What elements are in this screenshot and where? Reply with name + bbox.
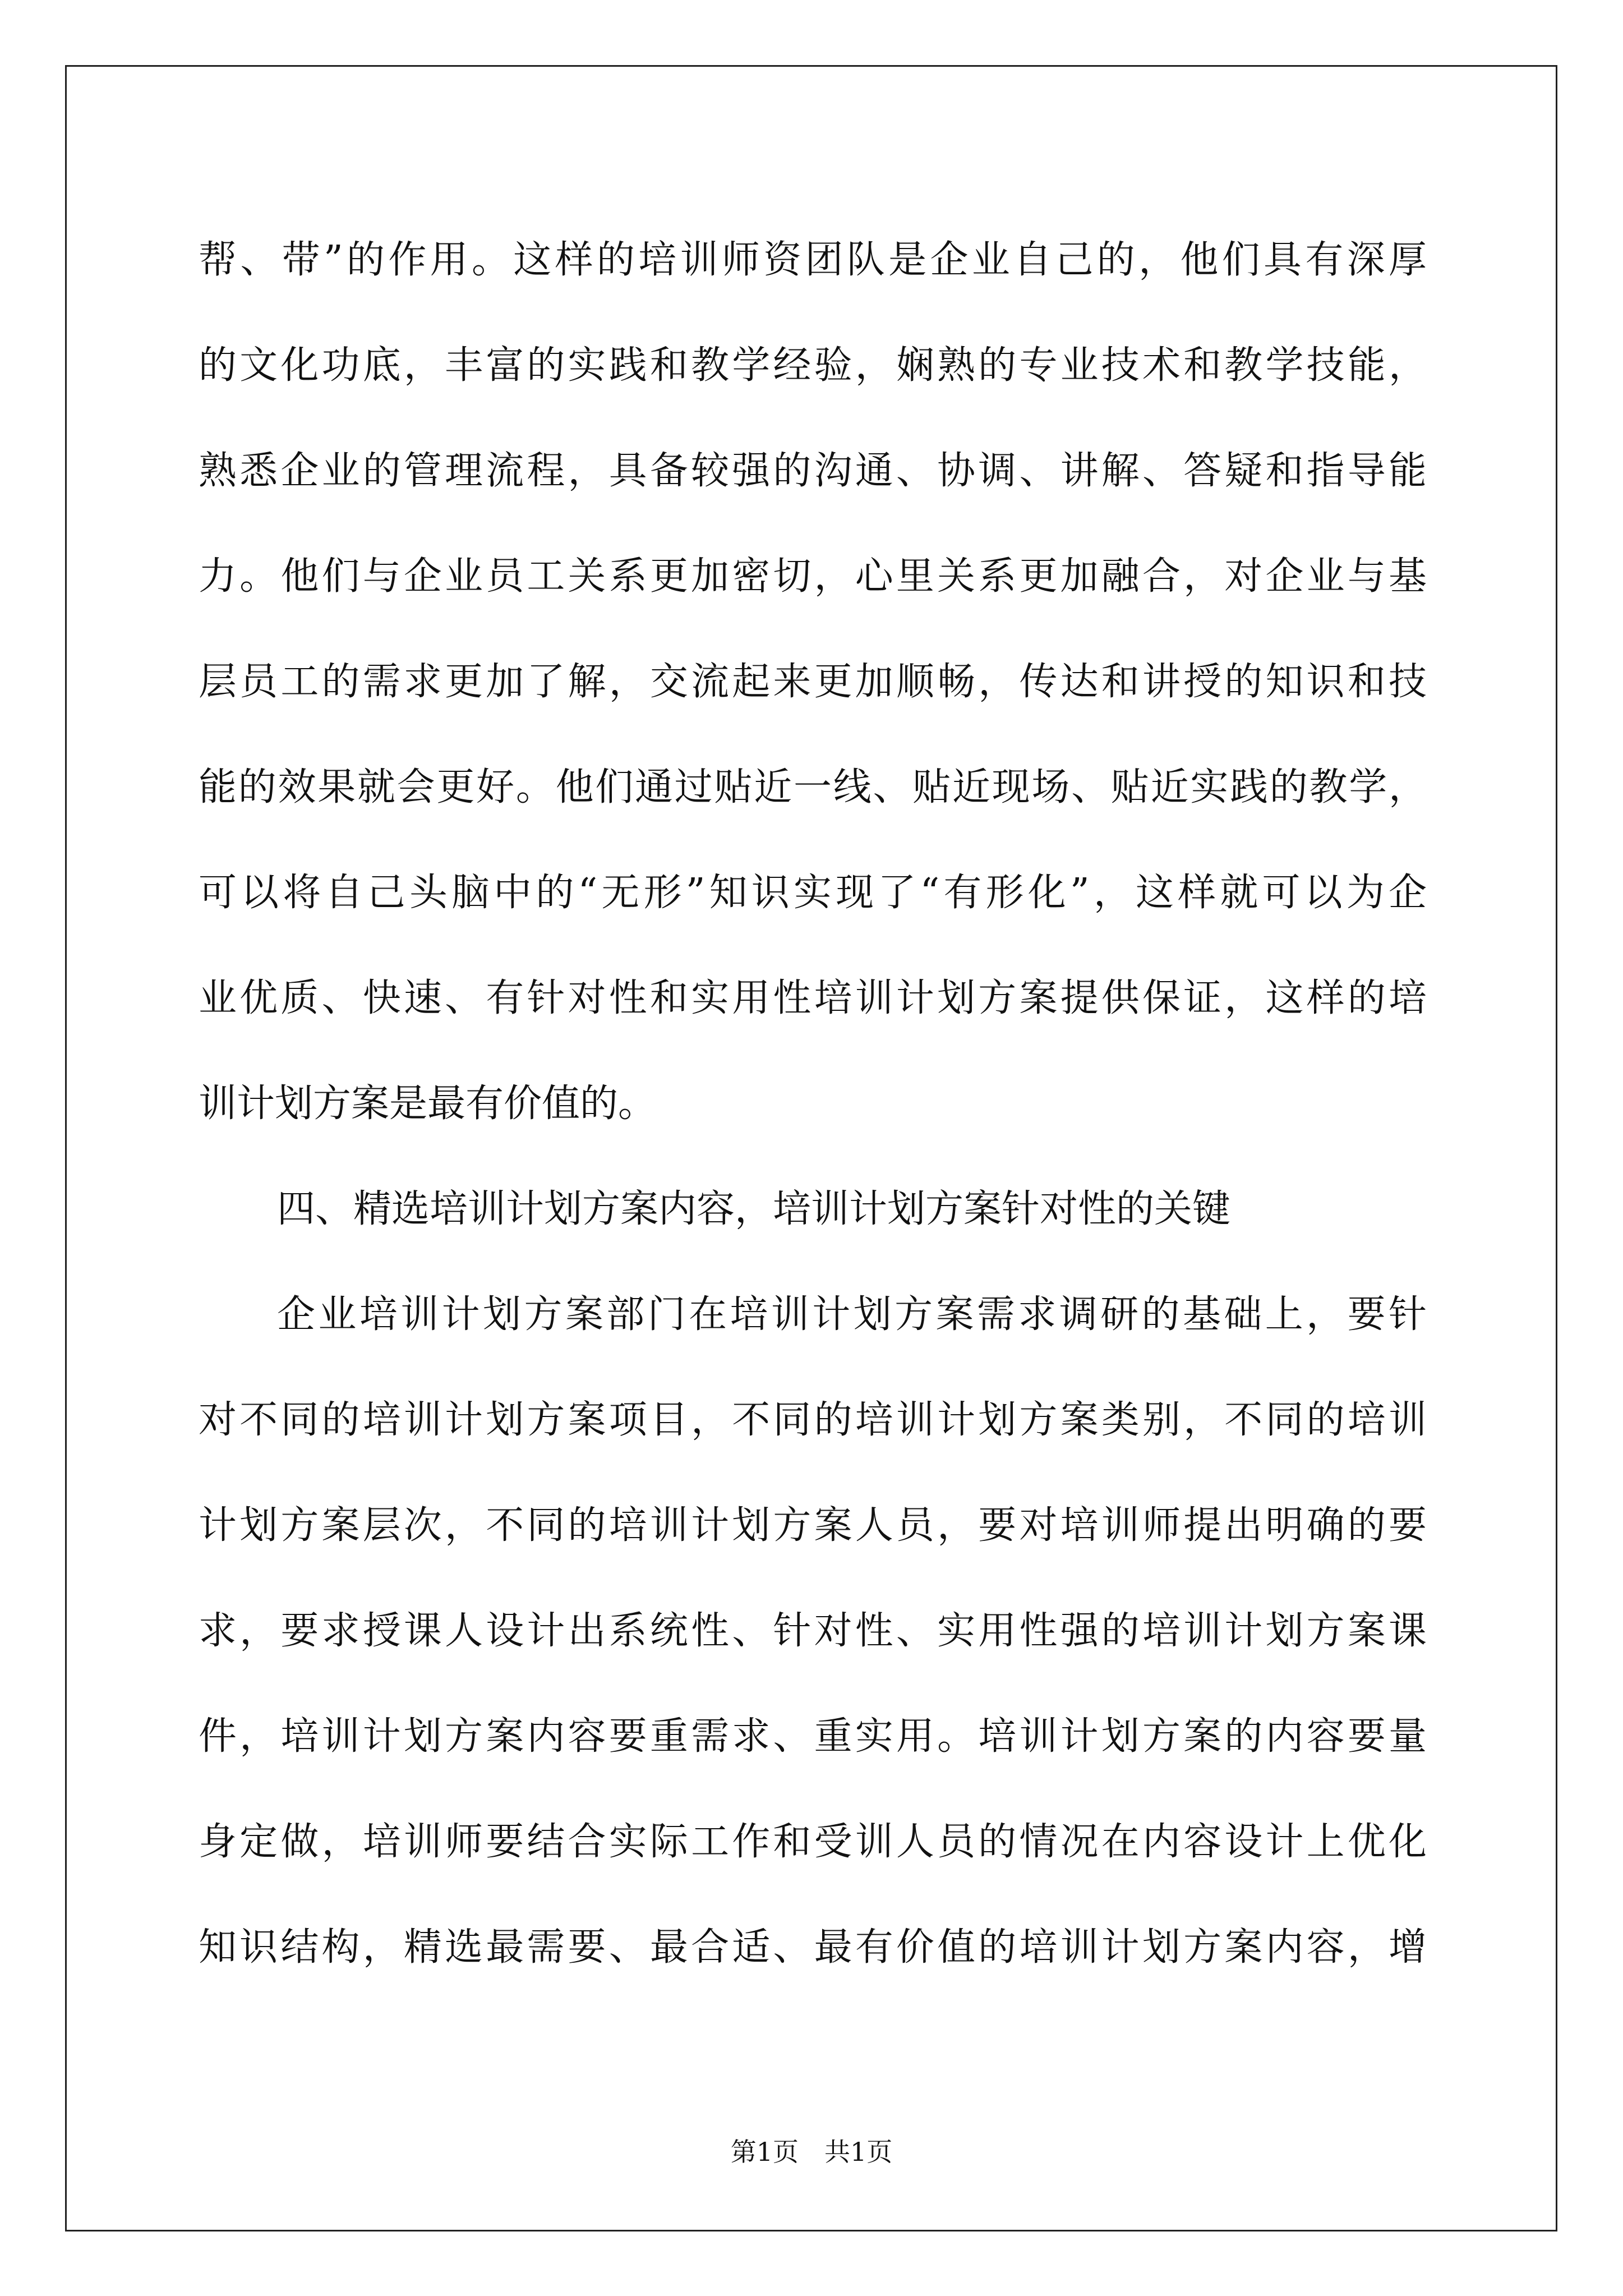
paragraph-line: 知识结构，精选最需要、最合适、最有价值的培训计划方案内容，增 xyxy=(199,1925,1427,1970)
paragraph-line: 件，培训计划方案内容要重需求、重实用。培训计划方案的内容要量 xyxy=(199,1714,1427,1759)
paragraph-line: 求，要求授课人设计出系统性、针对性、实用性强的培训计划方案课 xyxy=(199,1609,1427,1653)
paragraph-line: 熟悉企业的管理流程，具备较强的沟通、协调、讲解、答疑和指导能 xyxy=(199,449,1427,493)
paragraph-line: 训计划方案是最有价值的。 xyxy=(199,1082,657,1126)
paragraph-line: 能的效果就会更好。他们通过贴近一线、贴近现场、贴近实践的教学， xyxy=(199,765,1427,809)
paragraph-line: 业优质、快速、有针对性和实用性培训计划方案提供保证，这样的培 xyxy=(199,976,1427,1020)
document-body xyxy=(199,208,1427,2000)
paragraph-line: 的文化功底，丰富的实践和教学经验，娴熟的专业技术和教学技能， xyxy=(199,343,1427,388)
paragraph-line: 层员工的需求更加了解，交流起来更加顺畅，传达和讲授的知识和技 xyxy=(199,660,1427,704)
page-number-footer: 第1页 共1页 xyxy=(730,2137,893,2167)
paragraph-line: 对不同的培训计划方案项目，不同的培训计划方案类别，不同的培训 xyxy=(199,1398,1427,1442)
paragraph-line: 帮、带”的作用。这样的培训师资团队是企业自己的，他们具有深厚 xyxy=(199,238,1427,282)
paragraph-line: 身定做，培训师要结合实际工作和受训人员的情况在内容设计上优化 xyxy=(199,1820,1427,1864)
paragraph-line: 可以将自己头脑中的“无形”知识实现了“有形化”，这样就可以为企 xyxy=(199,871,1427,915)
paragraph-line: 计划方案层次，不同的培训计划方案人员，要对培训师提出明确的要 xyxy=(199,1503,1427,1548)
paragraph-line: 力。他们与企业员工关系更加密切，心里关系更加融合，对企业与基 xyxy=(199,554,1427,599)
paragraph-line: 企业培训计划方案部门在培训计划方案需求调研的基础上，要针 xyxy=(277,1292,1427,1337)
section-heading: 四、精选培训计划方案内容，培训计划方案针对性的关键 xyxy=(277,1187,1231,1231)
